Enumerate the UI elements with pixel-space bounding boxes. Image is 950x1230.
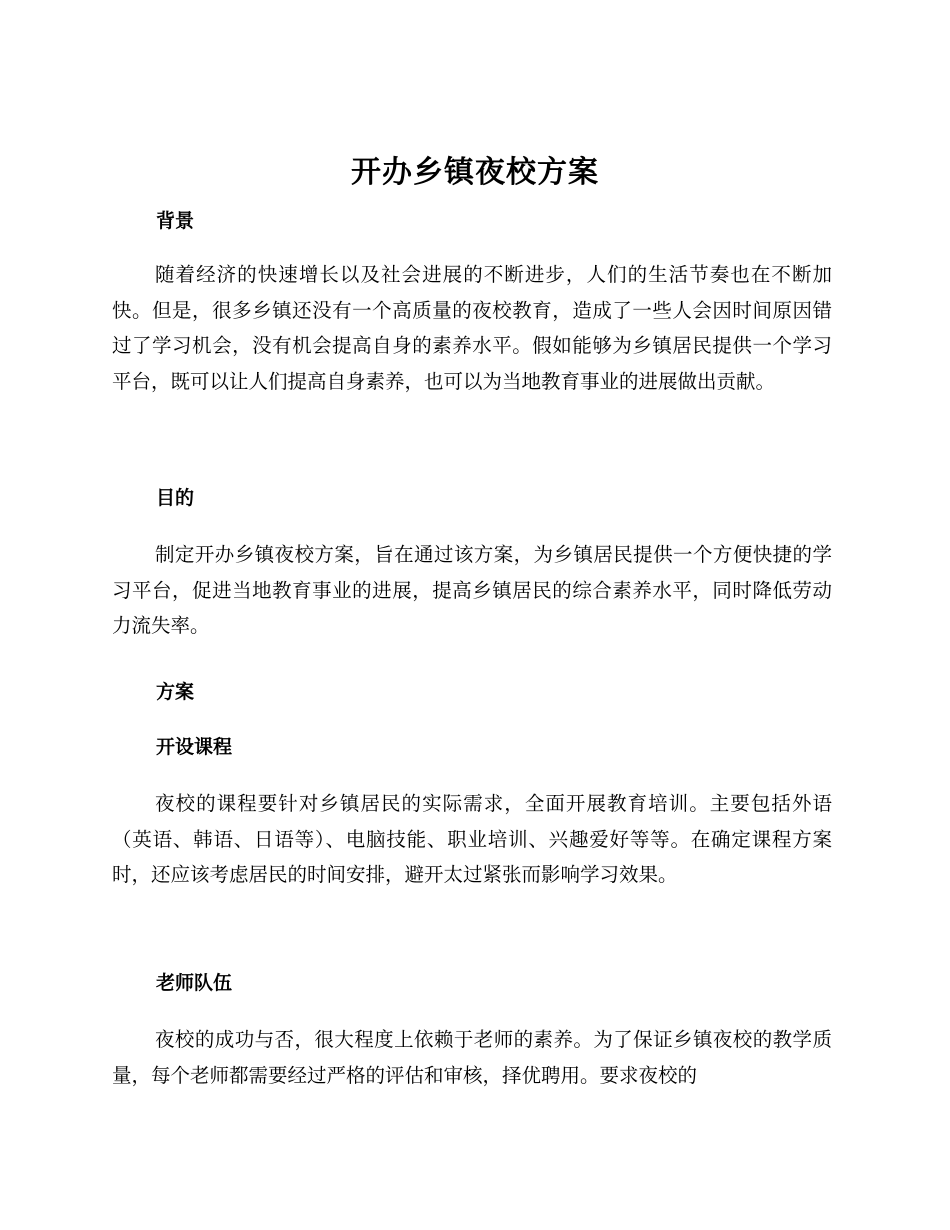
section-paragraph-purpose: 制定开办乡镇夜校方案，旨在通过该方案，为乡镇居民提供一个方便快捷的学习平台，促进当地教育事业的进展，提高乡镇居民的综合素养水平，同时降低劳动力流失率。 [112,543,832,637]
section-heading-teachers: 老师队伍 [156,972,233,994]
section-heading-background: 背景 [156,210,195,232]
document-title: 开办乡镇夜校方案 [351,155,599,190]
section-heading-courses: 开设课程 [156,736,233,758]
section-paragraph-background: 随着经济的快速增长以及社会进展的不断进步，人们的生活节奏也在不断加快。但是，很多乡镇还没有一个高质量的夜校教育，造成了一些人会因时间原因错过了学习机会，没有机会提高自身的素养水平。假如能够为乡镇居民提供一个学习平台，既可以让人们提高自身素养，也可以为当地教育事业的进展做出贡献。 [112,263,832,393]
section-heading-plan: 方案 [156,681,195,703]
section-heading-purpose: 目的 [156,487,195,509]
section-paragraph-courses: 夜校的课程要针对乡镇居民的实际需求，全面开展教育培训。主要包括外语（英语、韩语、日语等）、电脑技能、职业培训、兴趣爱好等等。在确定课程方案时，还应该考虑居民的时间安排，避开太过紧张而影响学习效果。 [112,792,832,886]
section-paragraph-teachers: 夜校的成功与否，很大程度上依赖于老师的素养。为了保证乡镇夜校的教学质量，每个老师都需要经过严格的评估和审核，择优聘用。要求夜校的 [112,1028,832,1087]
